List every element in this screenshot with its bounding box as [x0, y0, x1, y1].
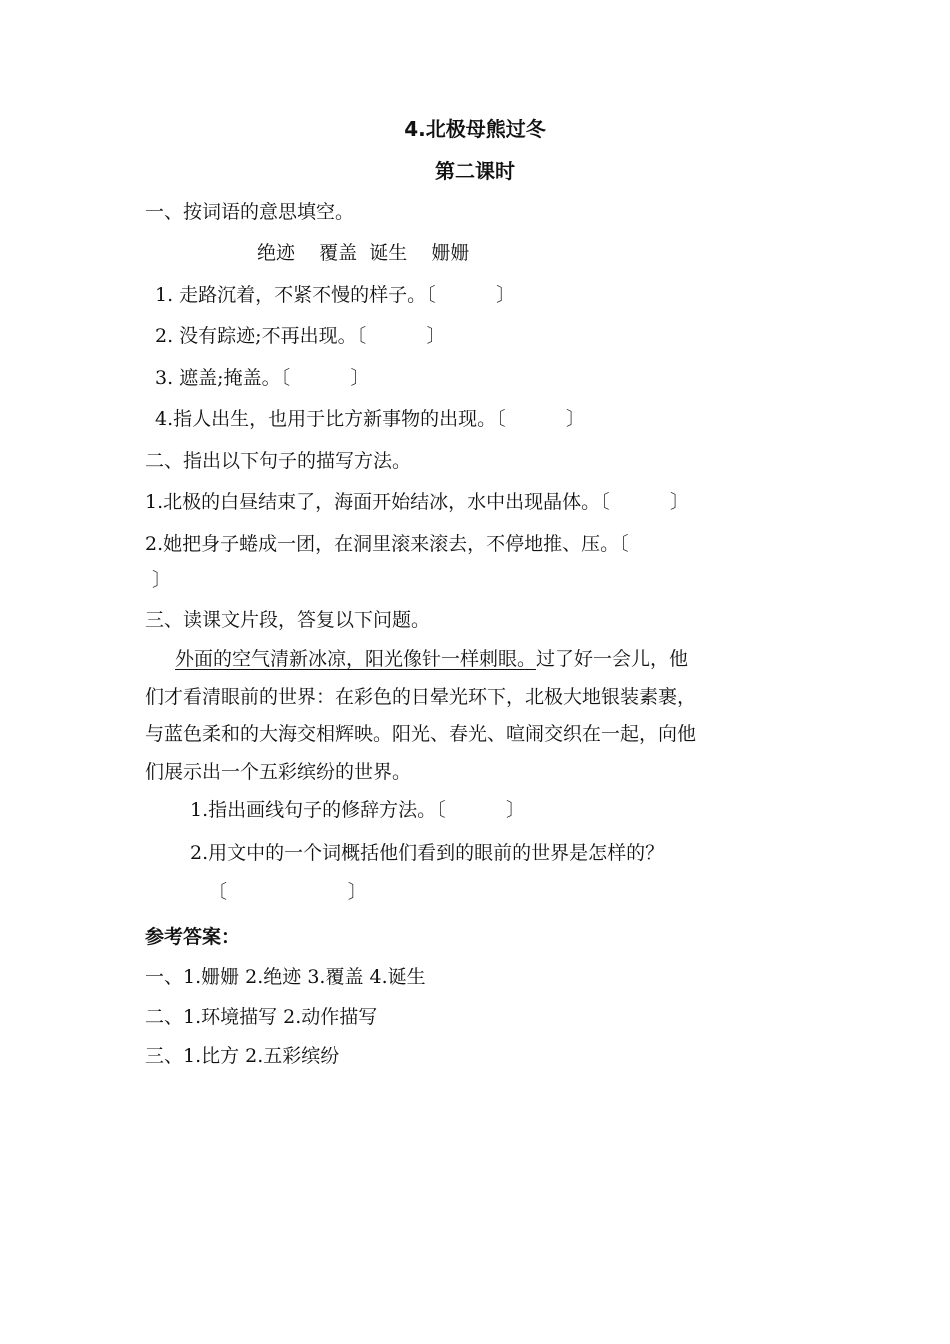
section1-item-2: 2. 没有踪迹;不再出现。〔 〕: [155, 325, 446, 347]
passage-underlined-sentence: 外面的空气清新冰凉，阳光像针一样刺眼。: [175, 648, 537, 670]
passage-line-2: 们才看清眼前的世界：在彩色的日晕光环下，北极大地银装素裹，: [145, 686, 697, 708]
lesson-title: 4.北极母熊过冬: [404, 117, 546, 141]
answers-heading: 参考答案：: [145, 926, 241, 948]
section2-item-2: 2.她把身子蜷成一团，在洞里滚来滚去，不停地推、压。〔: [145, 533, 629, 555]
answers-line-2: 二、1.环境描写 2.动作描写: [145, 1006, 378, 1028]
section1-item-1: 1. 走路沉着，不紧不慢的样子。〔 〕: [155, 284, 516, 306]
section3-question-2-blank: 〔 〕: [208, 881, 367, 903]
section3-question-2: 2.用文中的一个词概括他们看到的眼前的世界是怎样的？: [190, 842, 665, 864]
section3-heading: 三、读课文片段，答复以下问题。: [145, 609, 431, 631]
section2-item-1: 1.北极的白昼结束了，海面开始结冰，水中出现晶体。〔 〕: [145, 491, 690, 513]
section3-question-1: 1.指出画线句子的修辞方法。〔 〕: [190, 799, 526, 821]
lesson-subtitle: 第二课时: [435, 159, 515, 183]
section1-heading: 一、按词语的意思填空。: [145, 201, 355, 223]
section2-item-2-close-bracket: 〕: [152, 569, 172, 591]
answers-line-1: 一、1.姗姗 2.绝迹 3.覆盖 4.诞生: [145, 966, 426, 988]
word-bank: 绝迹 覆盖 诞生 姗姗: [257, 242, 470, 264]
passage-line-4: 们展示出一个五彩缤纷的世界。: [145, 761, 412, 783]
answers-line-3: 三、1.比方 2.五彩缤纷: [145, 1045, 340, 1067]
passage-line-1: [175, 647, 688, 671]
passage-line-1-rest: 过了好一会儿，他: [536, 648, 689, 670]
section1-item-3: 3. 遮盖;掩盖。〔 〕: [155, 367, 370, 389]
passage-line-3: 与蓝色柔和的大海交相辉映。阳光、春光、喧闹交织在一起，向他: [145, 723, 697, 745]
section2-heading: 二、指出以下句子的描写方法。: [145, 450, 412, 472]
section1-item-4: 4.指人出生，也用于比方新事物的出现。〔 〕: [155, 408, 586, 430]
